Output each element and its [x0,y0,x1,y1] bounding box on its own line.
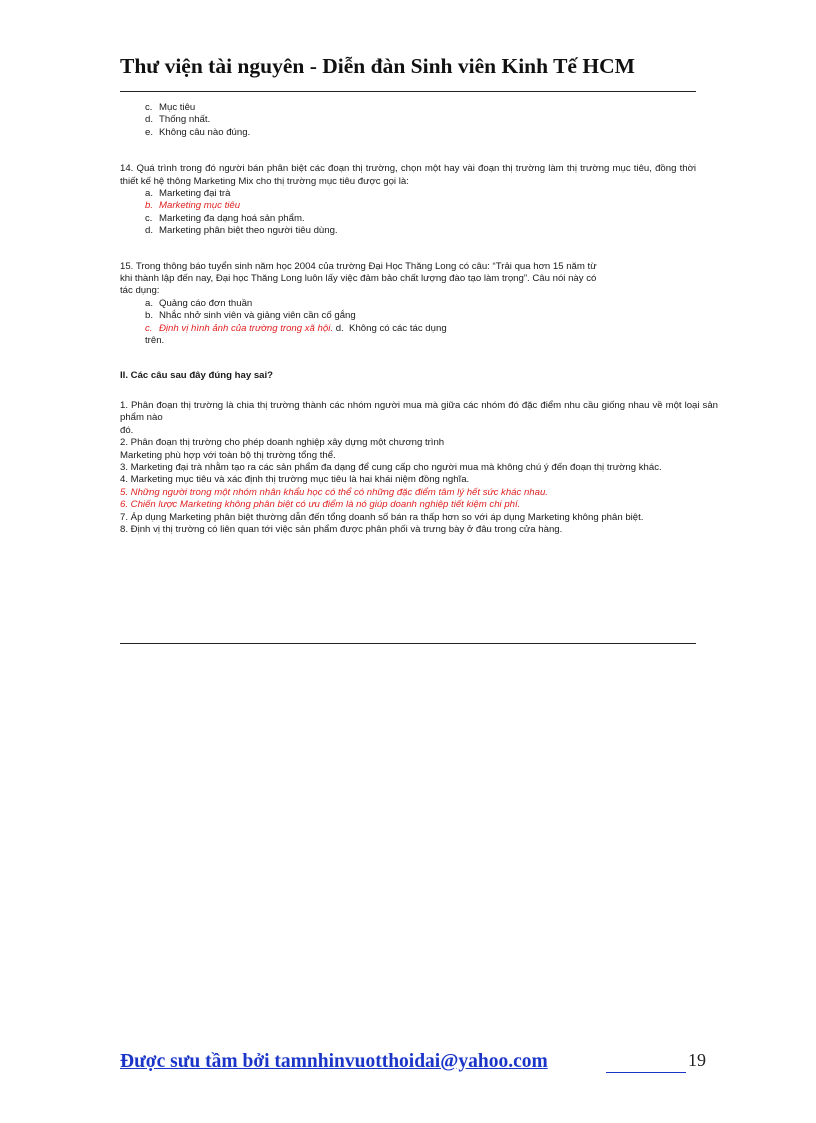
q15-option-a: a. Quảng cáo đơn thuần [145,297,253,309]
question-14: 14. Quá trình trong đó người bán phân biệt các đoạn thị trường, chọn một hay vài đoạn thị trường làm thị trường mục tiêu, đồng thời thiết kế hệ thông Marketing Mix cho thị trường mục tiêu được gọi là: [120,163,696,187]
option-d: d. Thống nhất. [145,114,211,126]
header-rule [120,91,696,92]
statement-1: 1. Phân đoạn thị trường là chia thị trường thành các nhóm người mua mà giữa các nhóm đó đặc điểm nhu cầu giống nhau về một loại sản phẩm nào [120,399,718,424]
page-number: 19 [688,1050,706,1070]
q14-option-d: d. Marketing phân biệt theo người tiêu dùng. [145,225,338,237]
statement-2-continued: Marketing phù hợp với toàn bộ thị trường tổng thể. [120,449,336,461]
section-heading: II. Các câu sau đây đúng hay sai? [120,369,274,381]
q14-option-a: a. Marketing đại trà [145,188,231,200]
statement-8: 8. Định vị thị trường có liên quan tới việc sản phẩm được phân phối và trưng bày ở đâu trong cửa hàng. [120,523,563,535]
document-body [120,102,718,536]
statement-5-answer: 5. Những người trong một nhóm nhân khẩu học có thể có những đặc điểm tâm lý hết sức khác nhau. [120,486,548,498]
statement-7: 7. Áp dụng Marketing phân biệt thường dẫn đến tổng doanh số bán ra thấp hơn so với áp dụng Marketing không phân biệt. [120,511,644,523]
footer-email-link[interactable]: Được sưu tầm bởi tamnhinvuotthoidai@yahoo.com [120,1051,548,1072]
option-c: c. Mục tiêu [145,102,196,113]
page-header-title: Thư viện tài nguyên - Diễn đàn Sinh viên Kinh Tế HCM [120,54,635,78]
statement-4: 4. Marketing mục tiêu và xác định thị trường mục tiêu là hai khái niệm đồng nghĩa. [120,474,470,486]
footer-rule [120,643,696,644]
statement-3: 3. Marketing đại trà nhằm tạo ra các sản phẩm đa dạng để cung cấp cho người mua mà không chú ý đến đoạn thị trường khác. [120,461,662,473]
option-e: e. Không câu nào đúng. [145,126,251,138]
q14-option-b-answer: b. Marketing mục tiêu [145,200,241,212]
statement-2: 2. Phân đoạn thị trường cho phép doanh nghiệp xây dựng một chương trình [120,437,445,449]
footer-underline [606,1072,686,1073]
question-15 [120,261,718,298]
q15-line: tác dụng: [120,285,160,297]
q15-option-d-continued: trên. [145,335,165,347]
q15-option-b: b. Nhắc nhở sinh viên và giảng viên cần cố gắng [145,310,356,322]
statement-1-continued: đó. [120,424,134,436]
statement-6-answer: 6. Chiến lược Marketing không phân biệt có ưu điểm là nó giúp doanh nghiệp tiết kiệm chi phí. [120,499,521,511]
q15-option-c-d: c. Định vị hình ảnh của trường trong xã hội. d. Không có các tác dụng [145,322,447,334]
q15-line: 15. Trong thông báo tuyển sinh năm học 2004 của trường Đại Học Thăng Long có câu: “Trải qua hơn 15 năm từ [120,260,597,272]
q15-line: khi thành lập đến nay, Đại học Thăng Long luôn lấy việc đảm bảo chất lượng đào tạo làm trọng”. Câu nói này có [120,273,597,285]
q14-option-c: c. Marketing đa dạng hoá sản phẩm. [145,212,305,224]
